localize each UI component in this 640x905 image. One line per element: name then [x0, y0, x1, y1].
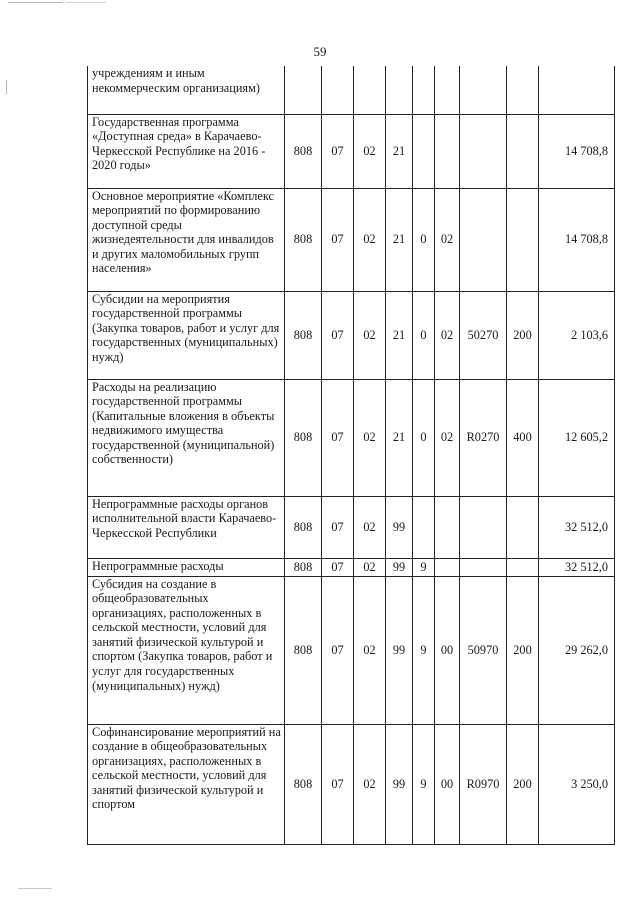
- scan-artifact-top: [8, 2, 63, 3]
- cell-group: 02: [435, 188, 460, 291]
- cell-program: 21: [386, 291, 413, 379]
- cell-section: 07: [322, 496, 354, 558]
- cell-direction: R0270: [460, 379, 507, 496]
- cell-section: 07: [322, 114, 354, 188]
- cell-subsection: 02: [354, 114, 386, 188]
- scan-artifact-bottom: [18, 888, 52, 889]
- cell-subprogram: [413, 496, 435, 558]
- cell-program: 21: [386, 379, 413, 496]
- cell-group: [435, 558, 460, 576]
- cell-subprogram: 9: [413, 724, 435, 844]
- row-name: Расходы на реализацию государственной программы (Капитальные вложения в объекты недвижимого имущества государственной (муниципальной) собственности): [88, 379, 285, 496]
- cell-subsection: [354, 66, 386, 114]
- cell-direction: 50270: [460, 291, 507, 379]
- row-name: Основное мероприятие «Комплекс мероприятий по формированию доступной среды жизнедеятельности для инвалидов и других маломобильных групп населения»: [88, 188, 285, 291]
- scan-artifact-left: [6, 80, 7, 94]
- cell-program: 99: [386, 558, 413, 576]
- cell-amount: 3 250,0: [539, 724, 615, 844]
- cell-subprogram: 0: [413, 379, 435, 496]
- cell-program: 99: [386, 496, 413, 558]
- cell-direction: [460, 558, 507, 576]
- cell-program: [386, 66, 413, 114]
- cell-direction: [460, 66, 507, 114]
- cell-subprogram: [413, 66, 435, 114]
- page-number: 59: [313, 44, 327, 59]
- cell-subprogram: 9: [413, 558, 435, 576]
- cell-group: 00: [435, 724, 460, 844]
- cell-ministry: 808: [285, 724, 322, 844]
- cell-group: [435, 496, 460, 558]
- cell-expense-type: [507, 66, 539, 114]
- table-row: [88, 291, 615, 379]
- cell-amount: 2 103,6: [539, 291, 615, 379]
- cell-subsection: 02: [354, 576, 386, 724]
- cell-section: 07: [322, 558, 354, 576]
- cell-subprogram: [413, 114, 435, 188]
- row-name: Субсидии на мероприятия государственной программы (Закупка товаров, работ и услуг для государственных (муниципальных) нужд): [88, 291, 285, 379]
- cell-amount: [539, 66, 615, 114]
- cell-section: 07: [322, 576, 354, 724]
- scan-artifact-top-2: [66, 2, 106, 3]
- cell-group: 00: [435, 576, 460, 724]
- row-name: Государственная программа «Доступная среда» в Карачаево-Черкесской Республике на 2016 - 2020 годы»: [88, 114, 285, 188]
- cell-direction: [460, 188, 507, 291]
- table-row: [88, 66, 615, 114]
- cell-ministry: 808: [285, 558, 322, 576]
- cell-subsection: 02: [354, 291, 386, 379]
- cell-direction: [460, 114, 507, 188]
- cell-ministry: [285, 66, 322, 114]
- cell-ministry: 808: [285, 496, 322, 558]
- table-row: [88, 188, 615, 291]
- row-name: Софинансирование мероприятий на создание в общеобразовательных организациях, расположенных в сельской местности, условий для занятий физической культурой и спортом: [88, 724, 285, 844]
- cell-subprogram: 0: [413, 188, 435, 291]
- cell-expense-type: 400: [507, 379, 539, 496]
- cell-subsection: 02: [354, 558, 386, 576]
- row-name: Субсидия на создание в общеобразовательных организациях, расположенных в сельской местности, условий для занятий физической культурой и спортом (Закупка товаров, работ и услуг для государственных (муниципальных) нужд): [88, 576, 285, 724]
- cell-group: [435, 66, 460, 114]
- cell-amount: 14 708,8: [539, 114, 615, 188]
- cell-group: [435, 114, 460, 188]
- cell-amount: 14 708,8: [539, 188, 615, 291]
- cell-expense-type: [507, 558, 539, 576]
- cell-amount: 32 512,0: [539, 496, 615, 558]
- cell-ministry: 808: [285, 188, 322, 291]
- row-name: Непрограммные расходы органов исполнительной власти Карачаево-Черкесской Республики: [88, 496, 285, 558]
- cell-section: 07: [322, 188, 354, 291]
- cell-ministry: 808: [285, 576, 322, 724]
- cell-group: 02: [435, 291, 460, 379]
- cell-program: 99: [386, 576, 413, 724]
- cell-amount: 29 262,0: [539, 576, 615, 724]
- cell-expense-type: [507, 188, 539, 291]
- cell-direction: 50970: [460, 576, 507, 724]
- cell-program: 21: [386, 114, 413, 188]
- cell-ministry: 808: [285, 291, 322, 379]
- cell-direction: [460, 496, 507, 558]
- cell-amount: 32 512,0: [539, 558, 615, 576]
- cell-program: 99: [386, 724, 413, 844]
- cell-subsection: 02: [354, 379, 386, 496]
- cell-section: [322, 66, 354, 114]
- cell-section: 07: [322, 379, 354, 496]
- table-row: [88, 114, 615, 188]
- cell-subprogram: 9: [413, 576, 435, 724]
- cell-expense-type: 200: [507, 291, 539, 379]
- cell-subprogram: 0: [413, 291, 435, 379]
- cell-section: 07: [322, 291, 354, 379]
- cell-expense-type: 200: [507, 724, 539, 844]
- cell-section: 07: [322, 724, 354, 844]
- table-row: [88, 558, 615, 576]
- budget-table: [87, 66, 615, 845]
- table-row: [88, 576, 615, 724]
- cell-subsection: 02: [354, 724, 386, 844]
- row-name: учреждениям и иным некоммерческим организациям): [88, 66, 285, 114]
- table-row: [88, 724, 615, 844]
- cell-ministry: 808: [285, 114, 322, 188]
- cell-program: 21: [386, 188, 413, 291]
- cell-subsection: 02: [354, 188, 386, 291]
- cell-expense-type: [507, 114, 539, 188]
- cell-ministry: 808: [285, 379, 322, 496]
- table-row: [88, 379, 615, 496]
- cell-expense-type: [507, 496, 539, 558]
- row-name: Непрограммные расходы: [88, 558, 285, 576]
- cell-amount: 12 605,2: [539, 379, 615, 496]
- table-row: [88, 496, 615, 558]
- cell-subsection: 02: [354, 496, 386, 558]
- cell-expense-type: 200: [507, 576, 539, 724]
- cell-group: 02: [435, 379, 460, 496]
- cell-direction: R0970: [460, 724, 507, 844]
